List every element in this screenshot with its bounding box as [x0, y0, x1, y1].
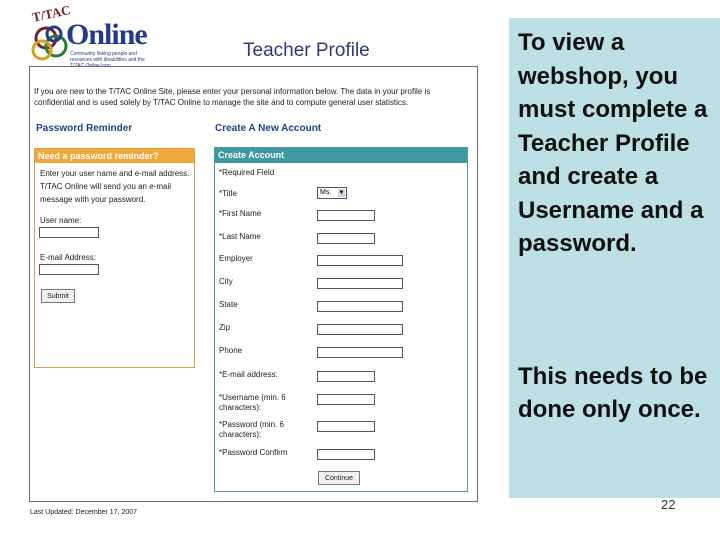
account-field-input[interactable] — [317, 347, 403, 358]
password-reminder-heading: Password Reminder — [36, 123, 133, 134]
account-field-label: *Username (min. 6 characters): — [219, 393, 286, 412]
reminder-email-label: E-mail Address: — [40, 253, 97, 262]
continue-button[interactable]: Continue — [318, 471, 360, 485]
account-field-input[interactable] — [317, 324, 403, 335]
account-field-input[interactable] — [317, 449, 375, 460]
required-field-note: *Required Field — [219, 168, 275, 177]
account-field-label: *First Name — [219, 209, 262, 218]
title-label: *Title — [219, 189, 237, 198]
account-field-label: Zip — [219, 323, 231, 332]
reminder-username-input[interactable] — [39, 227, 99, 238]
password-reminder-panel — [34, 148, 195, 368]
account-field-input[interactable] — [317, 394, 375, 405]
account-field-input[interactable] — [317, 421, 375, 432]
title-select-value: Ms. — [320, 189, 332, 196]
slide-page-number: 22 — [661, 497, 676, 512]
reminder-email-input[interactable] — [39, 264, 99, 275]
reminder-instructions: Enter your user name and e-mail address. T/TAC Online will send you an e-mail message with your password. — [40, 169, 190, 204]
page-title: Teacher Profile — [243, 40, 370, 61]
account-field-label: Employer — [219, 254, 253, 263]
account-field-label: *Last Name — [219, 232, 261, 241]
reminder-username-label: User name: — [40, 216, 82, 225]
account-field-input[interactable] — [317, 278, 403, 289]
account-field-label: State — [219, 300, 238, 309]
chevron-down-icon: ▼ — [338, 190, 345, 196]
reminder-panel-header: Need a password reminder? — [35, 149, 194, 163]
account-field-input[interactable] — [317, 371, 375, 382]
create-account-heading: Create A New Account — [215, 123, 322, 134]
instruction-secondary-text: This needs to be done only once. — [518, 363, 708, 423]
instruction-note-panel — [509, 18, 720, 498]
reminder-submit-button[interactable]: Submit — [41, 289, 75, 303]
account-field-label: City — [219, 277, 233, 286]
account-field-input[interactable] — [317, 255, 403, 266]
account-field-label: *Password Confirm — [219, 448, 288, 457]
logo-word: Online — [66, 18, 147, 51]
tac-online-logo — [28, 2, 153, 66]
instruction-main-text: To view a webshop, you must complete a Teacher Profile and create a Username and a password. — [518, 29, 708, 257]
create-account-panel-header: Create Account — [215, 148, 467, 163]
intro-text: If you are new to the T/TAC Online Site, please enter your personal information below. The data in your profile is confidential and is used solely by T/TAC Online to manage the site and to compute general user statistics. — [34, 87, 431, 107]
account-field-input[interactable] — [317, 233, 375, 244]
logo-tagline: Community linking people and resources with disabilities and the — [70, 51, 145, 63]
logo-mark: T/TAC — [30, 2, 72, 25]
account-field-label: Phone — [219, 346, 243, 355]
title-select[interactable] — [317, 187, 347, 199]
account-field-label: *E-mail address: — [219, 370, 278, 379]
create-account-panel — [214, 147, 468, 492]
account-field-input[interactable] — [317, 301, 403, 312]
last-updated: Last Updated: December 17, 2007 — [30, 509, 138, 516]
account-field-input[interactable] — [317, 210, 375, 221]
account-field-label: *Password (min. 6 characters): — [219, 420, 284, 439]
